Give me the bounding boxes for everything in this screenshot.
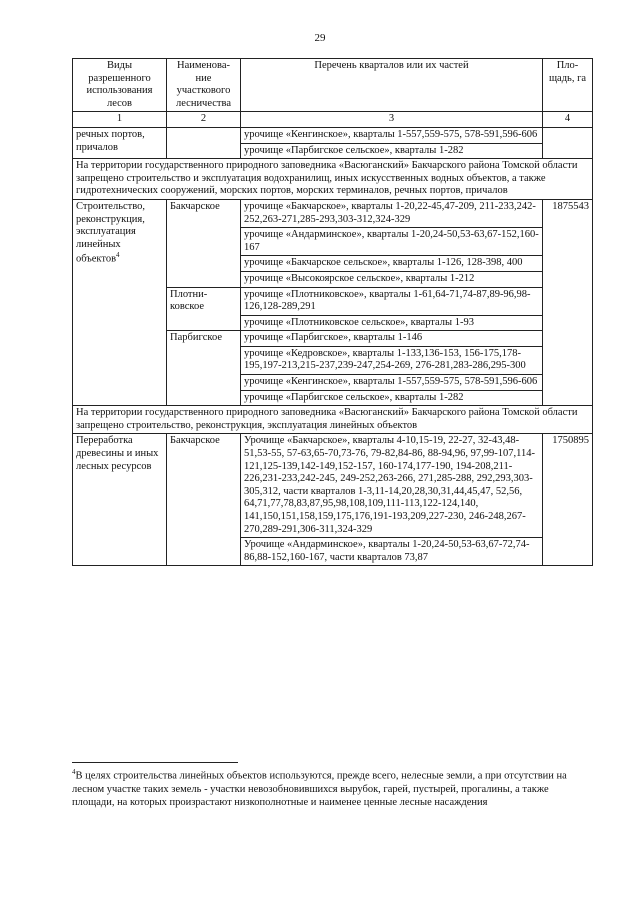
use-type-text: Строительство, реконструкция, эксплуатация линейных объектов [76, 200, 145, 265]
column-number: 4 [543, 112, 593, 128]
quarters-cell: урочище «Кедровское», кварталы 1-133,136-153, 156-175,178-195,197-213,215-237,239-247,254-269, 276-281,283-286,295-300 [241, 346, 543, 374]
quarters-cell: Урочище «Бакчарское», кварталы 4-10,15-19, 22-27, 32-43,48-51,53-55, 57-63,65-70,73-76, 79-82,84-86, 88-94,96, 97,99-107,114-121,125-139,142-149,152-157, 160-174,177-190, 194-208,211-226,231-233,242-245, 249-252,263-266, 271,285-288, 292,293,303-305,312, части кварталов 1-3,11-14,20,28,30,31,44,45,47, 52,56, 64,71,77,78,83,87,95,98,108,109,111-113,122-124,140, 141,150,151,158,159,175,176,191-193,209,227-230, 246-248,267-270,289-291,306-311,324-329 [241, 434, 543, 538]
quarters-cell: урочище «Высокоярское сельское», кварталы 1-212 [241, 271, 543, 287]
notice-row [73, 159, 593, 200]
quarters-cell: урочище «Кенгинское», кварталы 1-557,559-575, 578-591,596-606 [241, 375, 543, 391]
column-number: 1 [73, 112, 167, 128]
quarters-cell: урочище «Кенгинское», кварталы 1-557,559-575, 578-591,596-606 [241, 127, 543, 143]
use-type-cell: речных портов, причалов [73, 127, 167, 158]
table-row [73, 127, 593, 143]
area-cell: 1875543 [543, 199, 593, 405]
forestry-cell: Бакчарское [167, 434, 241, 566]
use-type-cell: Переработка древесины и иных лесных ресурсов [73, 434, 167, 566]
column-number: 3 [241, 112, 543, 128]
quarters-cell: урочище «Парбигское сельское», кварталы 1-282 [241, 143, 543, 159]
area-cell: 1750895 [543, 434, 593, 566]
footnote-marker: 4 [72, 768, 76, 776]
restriction-notice: На территории государственного природного заповедника «Васюганский» Бакчарского района Томской области запрещено строительство, реконструкция, эксплуатация линейных объектов [73, 406, 593, 434]
column-number-row [73, 112, 593, 128]
footnote [72, 768, 572, 809]
forest-use-table [72, 58, 593, 566]
notice-row [73, 406, 593, 434]
footnote-text: В целях строительства линейных объектов используются, прежде всего, нелесные земли, а при отсутствии на лесном участке таких земель - участки невозобновившихся вырубок, гарей, пустырей, прогалины, а также площади, на которых произрастают низкополнотные и наименее ценные лесные насаждения [72, 770, 567, 808]
header-forestry: Наименова-ние участкового лесничества [167, 59, 241, 112]
area-cell [543, 127, 593, 158]
quarters-cell: урочище «Парбигское», кварталы 1-146 [241, 331, 543, 347]
table-header-row [73, 59, 593, 112]
quarters-cell: урочище «Плотниковское сельское», кварталы 1-93 [241, 315, 543, 331]
quarters-cell: урочище «Парбигское сельское», кварталы 1-282 [241, 390, 543, 406]
forestry-cell: Бакчарское [167, 199, 241, 287]
quarters-cell: урочище «Андарминское», кварталы 1-20,24-50,53-63,67-152,160-167 [241, 228, 543, 256]
table-row [73, 199, 593, 227]
page-number: 29 [314, 32, 326, 44]
header-use-type: Виды разрешенного использования лесов [73, 59, 167, 112]
header-quarters: Перечень кварталов или их частей [241, 59, 543, 112]
footnote-divider [72, 762, 238, 763]
quarters-cell: урочище «Бакчарское», кварталы 1-20,22-45,47-209, 211-233,242-252,263-271,285-293,303-312,324-329 [241, 199, 543, 227]
table-row [73, 434, 593, 538]
footnote-ref: 4 [116, 251, 120, 260]
forestry-cell: Парбигское [167, 331, 241, 406]
column-number: 2 [167, 112, 241, 128]
header-area: Пло-щадь, га [543, 59, 593, 112]
use-type-cell [73, 199, 167, 405]
quarters-cell: урочище «Бакчарское сельское», кварталы 1-126, 128-398, 400 [241, 256, 543, 272]
quarters-cell: урочище «Плотниковское», кварталы 1-61,64-71,74-87,89-96,98-126,128-289,291 [241, 287, 543, 315]
quarters-cell: Урочище «Андарминское», кварталы 1-20,24-50,53-63,67-72,74-86,88-152,160-167, части кварталов 73,87 [241, 538, 543, 566]
forestry-cell: Плотни-ковское [167, 287, 241, 331]
restriction-notice: На территории государственного природного заповедника «Васюганский» Бакчарского района Томской области запрещено строительство и эксплуатация водохранилищ, иных искусственных водных объектов, а также гидротехнических сооружений, морских портов, морских терминалов, речных портов, причалов [73, 159, 593, 200]
forestry-cell [167, 127, 241, 158]
